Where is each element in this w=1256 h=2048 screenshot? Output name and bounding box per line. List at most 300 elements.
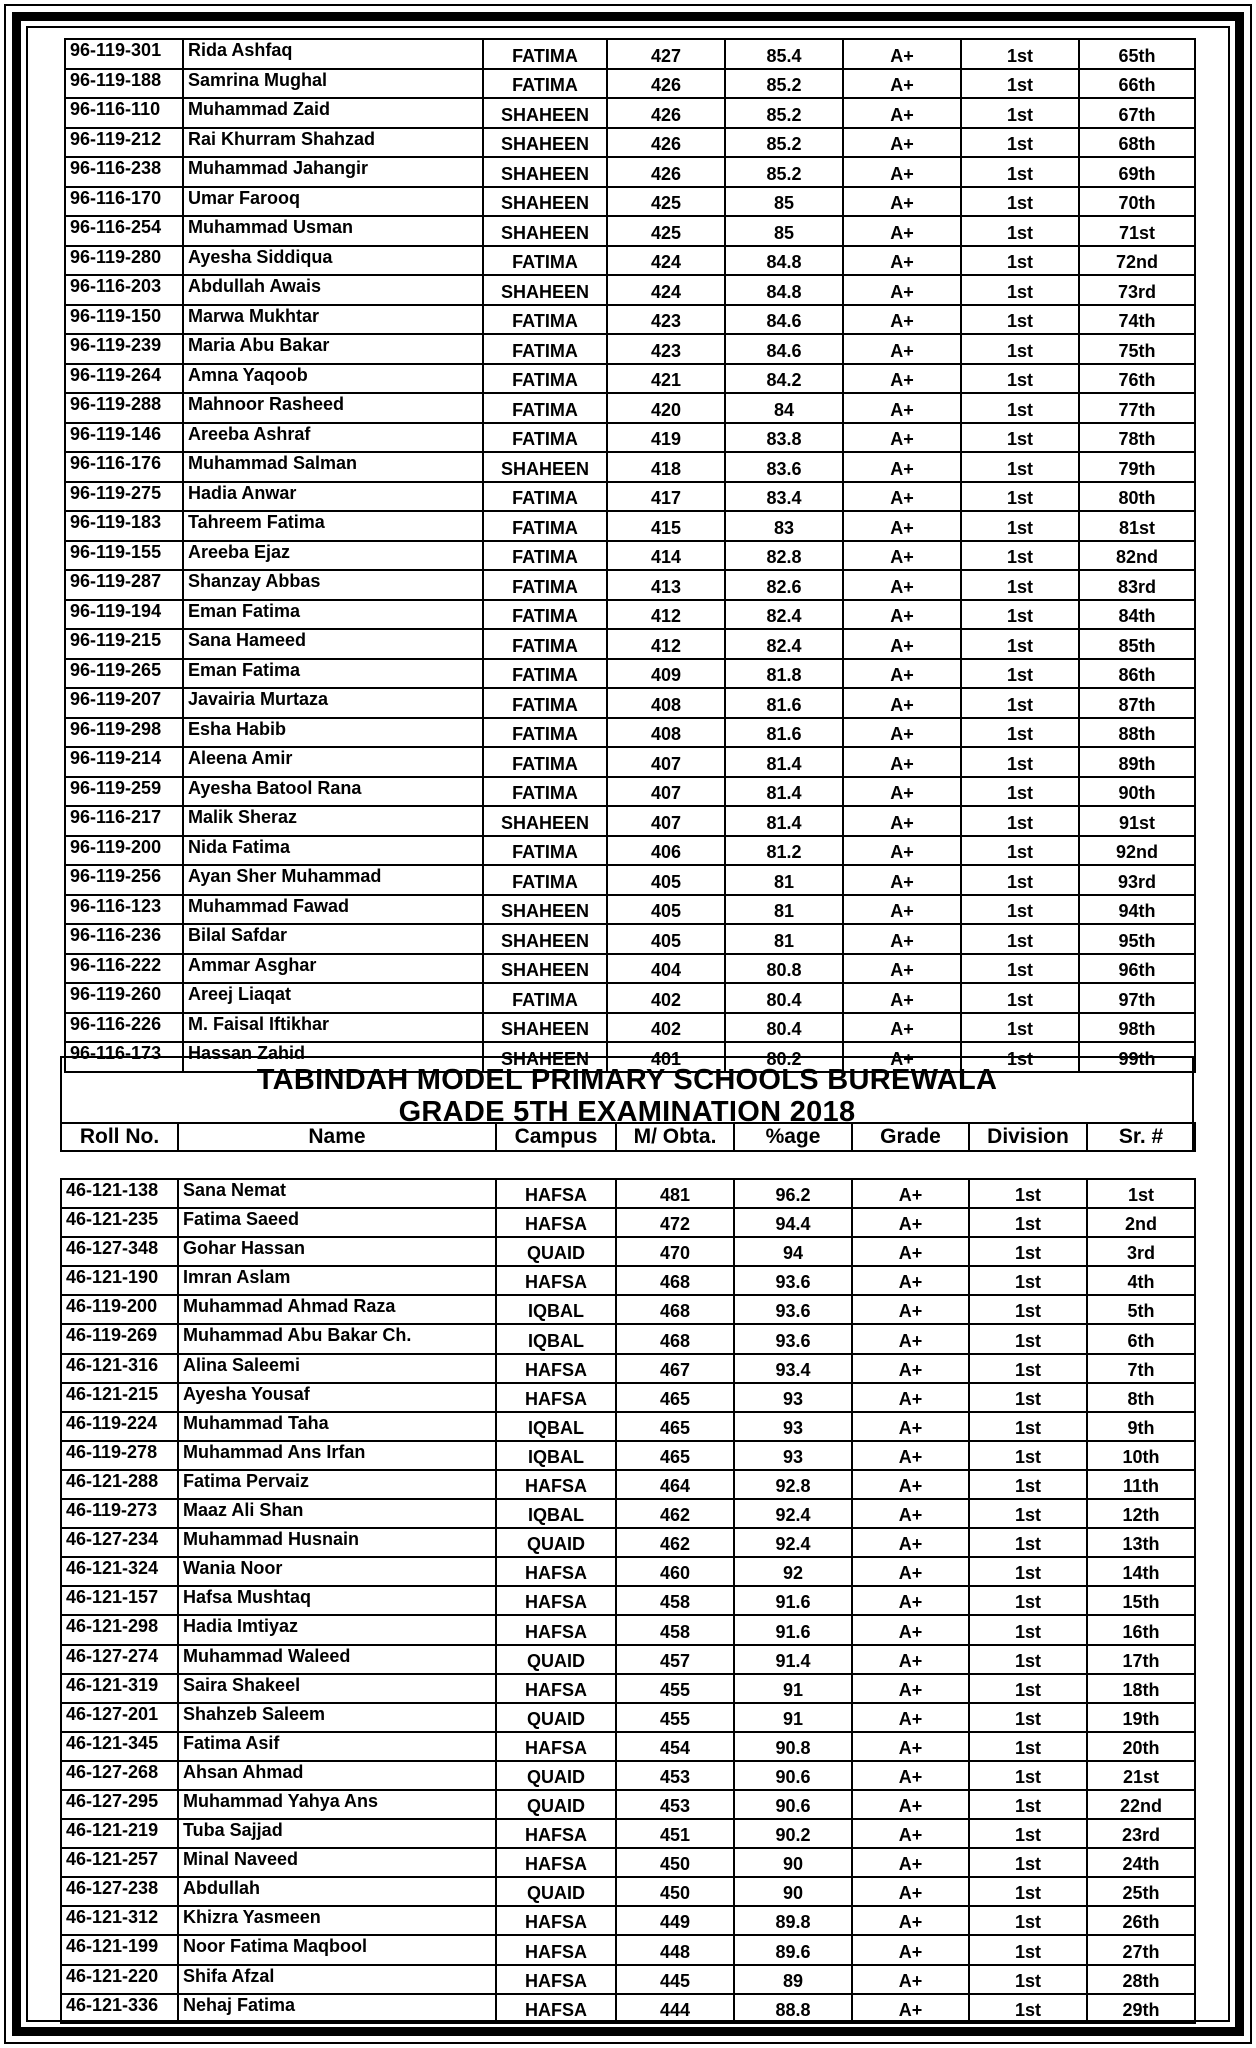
percentage-cell: 83.4 (725, 482, 843, 512)
division-cell: 1st (969, 1848, 1087, 1877)
marks-cell: 407 (607, 777, 725, 807)
campus-cell: SHAHEEN (483, 128, 607, 158)
division-cell: 1st (969, 1528, 1087, 1557)
name-cell: Khizra Yasmeen (178, 1906, 496, 1935)
division-cell: 1st (969, 1237, 1087, 1266)
table-row (65, 157, 1195, 187)
grade-cell: A+ (843, 865, 961, 895)
serial-no-cell: 98th (1079, 1013, 1195, 1043)
division-cell: 1st (969, 1732, 1087, 1761)
campus-cell: FATIMA (483, 777, 607, 807)
grade-cell: A+ (843, 275, 961, 305)
roll-no-cell: 96-116-110 (65, 98, 183, 128)
table-row (65, 954, 1195, 984)
table-row (65, 364, 1195, 394)
table-row (65, 688, 1195, 718)
marks-cell: 412 (607, 629, 725, 659)
roll-no-cell: 46-121-215 (61, 1383, 178, 1412)
division-cell: 1st (961, 659, 1079, 689)
marks-cell: 404 (607, 954, 725, 984)
roll-no-cell: 46-121-345 (61, 1732, 178, 1761)
roll-no-cell: 96-119-265 (65, 659, 183, 689)
table-row (61, 1237, 1195, 1266)
campus-cell: FATIMA (483, 482, 607, 512)
percentage-cell: 89.6 (734, 1935, 852, 1964)
roll-no-cell: 46-121-257 (61, 1848, 178, 1877)
percentage-cell: 85 (725, 216, 843, 246)
marks-cell: 426 (607, 69, 725, 99)
table-row (61, 1295, 1195, 1324)
campus-cell: FATIMA (483, 570, 607, 600)
division-cell: 1st (961, 895, 1079, 925)
marks-cell: 427 (607, 39, 725, 69)
table-row (61, 1470, 1195, 1499)
name-cell: Fatima Pervaiz (178, 1470, 496, 1499)
campus-cell: FATIMA (483, 511, 607, 541)
table-row (61, 1674, 1195, 1703)
campus-cell: IQBAL (496, 1324, 616, 1353)
percentage-cell: 84 (725, 393, 843, 423)
division-cell: 1st (961, 98, 1079, 128)
roll-no-cell: 96-119-200 (65, 836, 183, 866)
roll-no-cell: 46-121-138 (61, 1179, 178, 1208)
campus-cell: FATIMA (483, 246, 607, 276)
name-cell: Muhammad Ahmad Raza (178, 1295, 496, 1324)
roll-no-cell: 96-119-150 (65, 305, 183, 335)
campus-cell: IQBAL (496, 1499, 616, 1528)
serial-no-cell: 6th (1087, 1324, 1195, 1353)
name-cell: Ayan Sher Muhammad (183, 865, 483, 895)
roll-no-cell: 96-119-183 (65, 511, 183, 541)
division-cell: 1st (969, 1557, 1087, 1586)
percentage-cell: 81 (725, 895, 843, 925)
division-cell: 1st (961, 452, 1079, 482)
marks-cell: 407 (607, 747, 725, 777)
percentage-cell: 91.4 (734, 1645, 852, 1674)
table-row (65, 777, 1195, 807)
name-cell: Ayesha Batool Rana (183, 777, 483, 807)
campus-cell: SHAHEEN (483, 954, 607, 984)
name-cell: Hafsa Mushtaq (178, 1586, 496, 1615)
percentage-cell: 92.4 (734, 1499, 852, 1528)
table-row (61, 1935, 1195, 1964)
marks-cell: 450 (616, 1877, 734, 1906)
name-cell: Muhammad Usman (183, 216, 483, 246)
table-row (61, 1266, 1195, 1295)
campus-cell: QUAID (496, 1237, 616, 1266)
serial-no-cell: 67th (1079, 98, 1195, 128)
serial-no-cell: 89th (1079, 747, 1195, 777)
marks-cell: 453 (616, 1790, 734, 1819)
division-cell: 1st (969, 1266, 1087, 1295)
serial-no-cell: 19th (1087, 1703, 1195, 1732)
name-cell: Imran Aslam (178, 1266, 496, 1295)
marks-cell: 465 (616, 1441, 734, 1470)
percentage-cell: 96.2 (734, 1179, 852, 1208)
table-row (61, 1528, 1195, 1557)
grade-cell: A+ (843, 128, 961, 158)
marks-cell: 470 (616, 1237, 734, 1266)
serial-no-cell: 99th (1079, 1042, 1195, 1072)
percentage-cell: 81.6 (725, 718, 843, 748)
serial-no-cell: 17th (1087, 1645, 1195, 1674)
roll-no-cell: 96-116-238 (65, 157, 183, 187)
percentage-cell: 90.8 (734, 1732, 852, 1761)
grade-cell: A+ (852, 1877, 969, 1906)
roll-no-cell: 96-119-275 (65, 482, 183, 512)
campus-cell: HAFSA (496, 1354, 616, 1383)
table-row (65, 452, 1195, 482)
marks-cell: 451 (616, 1819, 734, 1848)
division-cell: 1st (969, 1761, 1087, 1790)
name-cell: Mahnoor Rasheed (183, 393, 483, 423)
campus-cell: FATIMA (483, 69, 607, 99)
division-cell: 1st (961, 688, 1079, 718)
division-cell: 1st (961, 334, 1079, 364)
marks-cell: 402 (607, 983, 725, 1013)
name-cell: Muhammad Fawad (183, 895, 483, 925)
campus-cell: FATIMA (483, 423, 607, 453)
marks-cell: 462 (616, 1528, 734, 1557)
roll-no-cell: 46-121-312 (61, 1906, 178, 1935)
name-cell: Hadia Anwar (183, 482, 483, 512)
serial-no-cell: 27th (1087, 1935, 1195, 1964)
marks-cell: 453 (616, 1761, 734, 1790)
serial-no-cell: 5th (1087, 1295, 1195, 1324)
serial-no-cell: 69th (1079, 157, 1195, 187)
marks-cell: 407 (607, 806, 725, 836)
division-cell: 1st (969, 1819, 1087, 1848)
roll-no-cell: 46-119-278 (61, 1441, 178, 1470)
serial-no-cell: 24th (1087, 1848, 1195, 1877)
percentage-cell: 91.6 (734, 1586, 852, 1615)
table-row (61, 1208, 1195, 1237)
table-row (65, 98, 1195, 128)
serial-no-cell: 21st (1087, 1761, 1195, 1790)
table-row (65, 482, 1195, 512)
marks-cell: 468 (616, 1295, 734, 1324)
results-table-body (65, 39, 1195, 1072)
roll-no-cell: 96-119-214 (65, 747, 183, 777)
percentage-cell: 93.6 (734, 1266, 852, 1295)
roll-no-cell: 96-119-194 (65, 600, 183, 630)
division-cell: 1st (961, 541, 1079, 571)
serial-no-cell: 14th (1087, 1557, 1195, 1586)
campus-cell: HAFSA (496, 1848, 616, 1877)
grade-cell: A+ (843, 216, 961, 246)
exam-title: GRADE 5TH EXAMINATION 2018 (398, 1096, 856, 1128)
percentage-cell: 93 (734, 1412, 852, 1441)
serial-no-cell: 85th (1079, 629, 1195, 659)
table-row (65, 541, 1195, 571)
table-row (65, 305, 1195, 335)
grade-cell: A+ (843, 806, 961, 836)
name-cell: Hassan Zahid (183, 1042, 483, 1072)
table-row (65, 275, 1195, 305)
campus-cell: SHAHEEN (483, 895, 607, 925)
school-title: TABINDAH MODEL PRIMARY SCHOOLS BUREWALA (256, 1064, 998, 1096)
table-row (61, 1761, 1195, 1790)
name-cell: Sana Hameed (183, 629, 483, 659)
table-row (61, 1703, 1195, 1732)
campus-cell: FATIMA (483, 541, 607, 571)
percentage-cell: 85.2 (725, 98, 843, 128)
marks-cell: 467 (616, 1354, 734, 1383)
roll-no-cell: 96-119-188 (65, 69, 183, 99)
percentage-cell: 81 (725, 865, 843, 895)
campus-cell: HAFSA (496, 1586, 616, 1615)
name-cell: Malik Sheraz (183, 806, 483, 836)
roll-no-cell: 96-116-123 (65, 895, 183, 925)
division-cell: 1st (961, 836, 1079, 866)
marks-cell: 420 (607, 393, 725, 423)
division-cell: 1st (969, 1208, 1087, 1237)
campus-cell: QUAID (496, 1528, 616, 1557)
header-marks-obtained: M/ Obta. (616, 1123, 734, 1151)
roll-no-cell: 96-119-264 (65, 364, 183, 394)
roll-no-cell: 96-119-287 (65, 570, 183, 600)
grade-cell: A+ (852, 1586, 969, 1615)
name-cell: Noor Fatima Maqbool (178, 1935, 496, 1964)
campus-cell: HAFSA (496, 1383, 616, 1412)
grade-cell: A+ (843, 983, 961, 1013)
marks-cell: 406 (607, 836, 725, 866)
grade-cell: A+ (852, 1819, 969, 1848)
campus-cell: HAFSA (496, 1994, 616, 2023)
header-division: Division (969, 1123, 1087, 1151)
percentage-cell: 94.4 (734, 1208, 852, 1237)
campus-cell: HAFSA (496, 1819, 616, 1848)
name-cell: Fatima Saeed (178, 1208, 496, 1237)
marks-cell: 426 (607, 128, 725, 158)
division-cell: 1st (961, 364, 1079, 394)
percentage-cell: 92 (734, 1557, 852, 1586)
marks-cell: 450 (616, 1848, 734, 1877)
campus-cell: FATIMA (483, 364, 607, 394)
serial-no-cell: 66th (1079, 69, 1195, 99)
marks-cell: 424 (607, 246, 725, 276)
division-cell: 1st (961, 275, 1079, 305)
serial-no-cell: 75th (1079, 334, 1195, 364)
serial-no-cell: 13th (1087, 1528, 1195, 1557)
percentage-cell: 81.4 (725, 777, 843, 807)
serial-no-cell: 65th (1079, 39, 1195, 69)
grade-cell: A+ (843, 659, 961, 689)
percentage-cell: 90 (734, 1848, 852, 1877)
campus-cell: IQBAL (496, 1441, 616, 1470)
grade-cell: A+ (843, 423, 961, 453)
marks-cell: 481 (616, 1179, 734, 1208)
roll-no-cell: 46-121-220 (61, 1965, 178, 1994)
header-name: Name (178, 1123, 496, 1151)
name-cell: Muhammad Abu Bakar Ch. (178, 1324, 496, 1353)
serial-no-cell: 84th (1079, 600, 1195, 630)
name-cell: Rai Khurram Shahzad (183, 128, 483, 158)
name-cell: Umar Farooq (183, 187, 483, 217)
marks-cell: 408 (607, 688, 725, 718)
name-cell: Sana Nemat (178, 1179, 496, 1208)
grade-cell: A+ (852, 1208, 969, 1237)
serial-no-cell: 22nd (1087, 1790, 1195, 1819)
name-cell: Fatima Asif (178, 1732, 496, 1761)
division-cell: 1st (961, 570, 1079, 600)
header-grade: Grade (852, 1123, 969, 1151)
serial-no-cell: 26th (1087, 1906, 1195, 1935)
marks-cell: 454 (616, 1732, 734, 1761)
percentage-cell: 84.2 (725, 364, 843, 394)
table-row (61, 1499, 1195, 1528)
marks-cell: 468 (616, 1266, 734, 1295)
roll-no-cell: 46-121-298 (61, 1615, 178, 1644)
name-cell: Areeba Ashraf (183, 423, 483, 453)
table-row (65, 924, 1195, 954)
name-cell: Maria Abu Bakar (183, 334, 483, 364)
grade-cell: A+ (852, 1441, 969, 1470)
division-cell: 1st (961, 157, 1079, 187)
grade-cell: A+ (843, 305, 961, 335)
campus-cell: FATIMA (483, 334, 607, 364)
serial-no-cell: 76th (1079, 364, 1195, 394)
serial-no-cell: 71st (1079, 216, 1195, 246)
roll-no-cell: 46-119-269 (61, 1324, 178, 1353)
percentage-cell: 90.6 (734, 1790, 852, 1819)
header-percentage: %age (734, 1123, 852, 1151)
header-campus: Campus (496, 1123, 616, 1151)
table-row (65, 246, 1195, 276)
grade-cell: A+ (852, 1354, 969, 1383)
roll-no-cell: 96-119-256 (65, 865, 183, 895)
campus-cell: SHAHEEN (483, 1042, 607, 1072)
name-cell: Ahsan Ahmad (178, 1761, 496, 1790)
marks-cell: 444 (616, 1994, 734, 2023)
serial-no-cell: 78th (1079, 423, 1195, 453)
name-cell: Maaz Ali Shan (178, 1499, 496, 1528)
roll-no-cell: 46-121-288 (61, 1470, 178, 1499)
grade-cell: A+ (843, 393, 961, 423)
serial-no-cell: 15th (1087, 1586, 1195, 1615)
percentage-cell: 85.2 (725, 69, 843, 99)
grade-cell: A+ (852, 1703, 969, 1732)
division-cell: 1st (969, 1877, 1087, 1906)
division-cell: 1st (961, 305, 1079, 335)
marks-cell: 408 (607, 718, 725, 748)
division-cell: 1st (961, 924, 1079, 954)
serial-no-cell: 25th (1087, 1877, 1195, 1906)
division-cell: 1st (961, 39, 1079, 69)
roll-no-cell: 46-121-319 (61, 1674, 178, 1703)
percentage-cell: 80.2 (725, 1042, 843, 1072)
division-cell: 1st (961, 187, 1079, 217)
roll-no-cell: 46-119-200 (61, 1295, 178, 1324)
marks-cell: 449 (616, 1906, 734, 1935)
campus-cell: SHAHEEN (483, 187, 607, 217)
division-cell: 1st (969, 1790, 1087, 1819)
marks-cell: 426 (607, 157, 725, 187)
percentage-cell: 91 (734, 1703, 852, 1732)
serial-no-cell: 16th (1087, 1615, 1195, 1644)
division-cell: 1st (969, 1935, 1087, 1964)
name-cell: Amna Yaqoob (183, 364, 483, 394)
percentage-cell: 80.8 (725, 954, 843, 984)
results-table-grade5 (60, 1178, 1196, 2024)
grade-cell: A+ (843, 452, 961, 482)
division-cell: 1st (961, 777, 1079, 807)
grade-cell: A+ (852, 1528, 969, 1557)
roll-no-cell: 46-121-235 (61, 1208, 178, 1237)
division-cell: 1st (961, 865, 1079, 895)
table-row (61, 1354, 1195, 1383)
marks-cell: 425 (607, 187, 725, 217)
grade-cell: A+ (852, 1470, 969, 1499)
percentage-cell: 89 (734, 1965, 852, 1994)
marks-cell: 448 (616, 1935, 734, 1964)
marks-cell: 412 (607, 600, 725, 630)
table-row (65, 1013, 1195, 1043)
marks-cell: 418 (607, 452, 725, 482)
percentage-cell: 82.8 (725, 541, 843, 571)
grade-cell: A+ (843, 1042, 961, 1072)
serial-no-cell: 70th (1079, 187, 1195, 217)
table-row (61, 1732, 1195, 1761)
percentage-cell: 84.8 (725, 275, 843, 305)
serial-no-cell: 77th (1079, 393, 1195, 423)
division-cell: 1st (969, 1615, 1087, 1644)
name-cell: Tahreem Fatima (183, 511, 483, 541)
marks-cell: 413 (607, 570, 725, 600)
grade-cell: A+ (852, 1412, 969, 1441)
table-row (61, 1383, 1195, 1412)
roll-no-cell: 96-116-254 (65, 216, 183, 246)
table-row (61, 1790, 1195, 1819)
roll-no-cell: 46-127-268 (61, 1761, 178, 1790)
name-cell: Samrina Mughal (183, 69, 483, 99)
campus-cell: HAFSA (496, 1470, 616, 1499)
percentage-cell: 85.2 (725, 157, 843, 187)
marks-cell: 465 (616, 1412, 734, 1441)
roll-no-cell: 96-119-260 (65, 983, 183, 1013)
serial-no-cell: 20th (1087, 1732, 1195, 1761)
percentage-cell: 92.4 (734, 1528, 852, 1557)
name-cell: Abdullah (178, 1877, 496, 1906)
marks-cell: 468 (616, 1324, 734, 1353)
serial-no-cell: 88th (1079, 718, 1195, 748)
grade-cell: A+ (843, 334, 961, 364)
division-cell: 1st (961, 128, 1079, 158)
campus-cell: QUAID (496, 1877, 616, 1906)
marks-cell: 414 (607, 541, 725, 571)
name-cell: Marwa Mukhtar (183, 305, 483, 335)
marks-cell: 464 (616, 1470, 734, 1499)
roll-no-cell: 46-127-274 (61, 1645, 178, 1674)
campus-cell: FATIMA (483, 659, 607, 689)
percentage-cell: 84.8 (725, 246, 843, 276)
serial-no-cell: 7th (1087, 1354, 1195, 1383)
roll-no-cell: 96-119-212 (65, 128, 183, 158)
roll-no-cell: 96-119-288 (65, 393, 183, 423)
percentage-cell: 90 (734, 1877, 852, 1906)
marks-cell: 401 (607, 1042, 725, 1072)
marks-cell: 472 (616, 1208, 734, 1237)
grade-cell: A+ (843, 39, 961, 69)
name-cell: Muhammad Ans Irfan (178, 1441, 496, 1470)
percentage-cell: 81.4 (725, 806, 843, 836)
roll-no-cell: 46-121-316 (61, 1354, 178, 1383)
percentage-cell: 84.6 (725, 305, 843, 335)
serial-no-cell: 96th (1079, 954, 1195, 984)
percentage-cell: 82.4 (725, 600, 843, 630)
percentage-cell: 85.4 (725, 39, 843, 69)
table-row (65, 629, 1195, 659)
